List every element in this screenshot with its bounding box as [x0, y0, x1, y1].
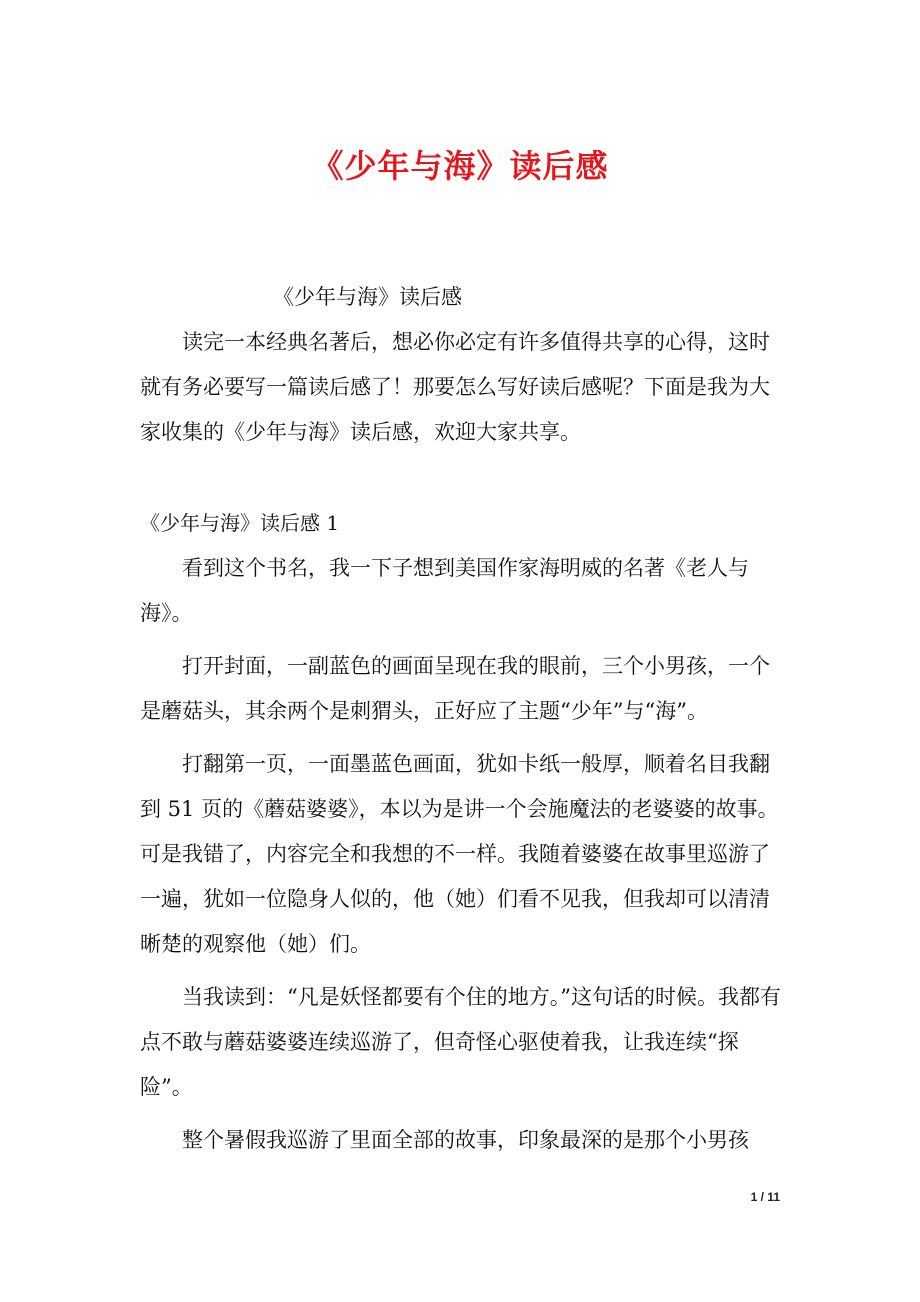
document-title: 《少年与海》读后感 — [311, 147, 609, 185]
body-paragraph: 打翻第一页，一面墨蓝色画面，犹如卡纸一般厚，顺着名目我翻到 51 页的《蘑菇婆婆》，本以为是讲一个会施魔法的老婆婆的故事。可是我错了，内容完全和我想的不一样。我随着婆婆在故事里巡游了一遍，犹如一位隐身人似的，他（她）们看不见我，但我却可以清清晰楚的观察他（她）们。 — [140, 752, 779, 956]
section-heading: 《少年与海》读后感 1 — [140, 511, 340, 535]
body-paragraph: 看到这个书名，我一下子想到美国作家海明威的名著《老人与海》。 — [140, 556, 749, 625]
document-subtitle: 《少年与海》读后感 — [273, 285, 462, 309]
page-number: 1 / 11 — [750, 1190, 780, 1204]
body-paragraph: 打开封面，一副蓝色的画面呈现在我的眼前，三个小男孩，一个是蘑菇头，其余两个是刺猬头，正好应了主题“少年”与“海”。 — [140, 654, 770, 723]
body-paragraph: 当我读到：“凡是妖怪都要有个住的地方。”这句话的时候。我都有点不敢与蘑菇婆婆连续巡游了，但奇怪心驱使着我，让我连续“探险”。 — [140, 985, 781, 1099]
body-paragraph: 整个暑假我巡游了里面全部的故事，印象最深的是那个小男孩 — [182, 1128, 749, 1152]
document-body — [140, 275, 790, 1171]
intro-paragraph: 读完一本经典名著后，想必你必定有许多值得共享的心得，这时就有务必要写一篇读后感了！那要怎么写好读后感呢？下面是我为大家收集的《少年与海》读后感，欢迎大家共享。 — [140, 330, 770, 444]
